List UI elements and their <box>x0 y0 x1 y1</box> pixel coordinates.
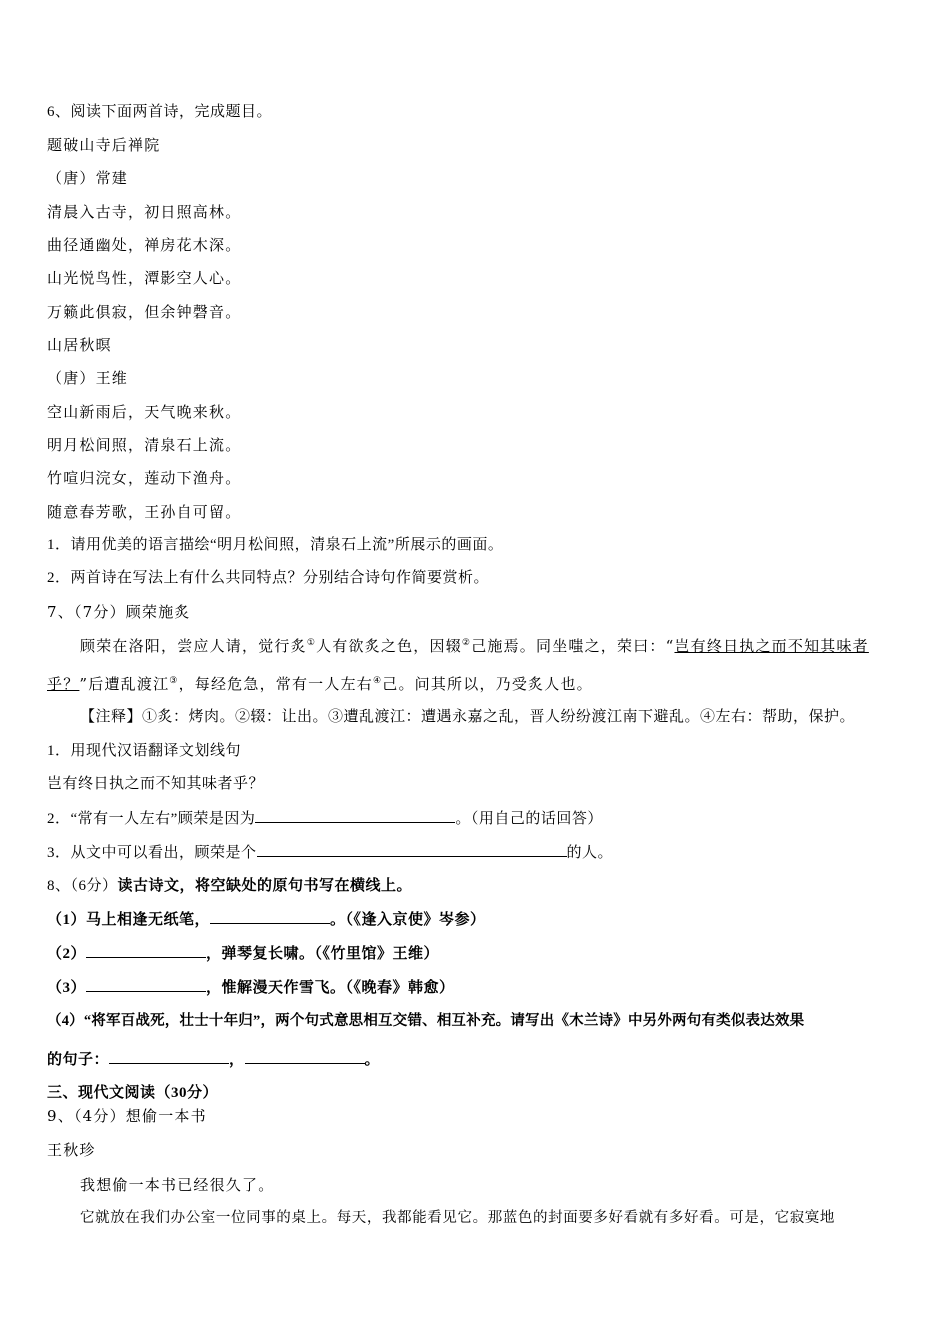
q6-intro: 6、阅读下面两首诗，完成题目。 <box>47 104 273 120</box>
q6-question-1: 1．请用优美的语言描绘“明月松间照，清泉石上流”所展示的画面。 <box>47 537 504 553</box>
q8-item-1: （1）马上相逢无纸笔， 。（《逢入京使》岑参） <box>47 909 486 930</box>
poem1-line: 万籁此俱寂，但余钟磬音。 <box>47 303 242 321</box>
poem2-title: 山居秋暝 <box>47 336 112 354</box>
q8-item-4-answer: 的句子： ， 。 <box>47 1049 380 1070</box>
answer-blank[interactable] <box>86 977 206 992</box>
q7-question-1: 1．用现代汉语翻译文划线句 <box>47 743 242 759</box>
q7-question-3: 3．从文中可以看出，顾荣是个 的人。 <box>47 842 613 863</box>
answer-blank[interactable] <box>210 909 330 924</box>
poem2-author: （唐）王维 <box>47 369 129 387</box>
poem1-line: 清晨入古寺，初日照高林。 <box>47 203 242 221</box>
q9-author: 王秋珍 <box>47 1141 96 1159</box>
poem1-author: （唐）常建 <box>47 169 129 187</box>
answer-blank[interactable] <box>109 1049 229 1064</box>
answer-blank[interactable] <box>245 1049 365 1064</box>
q7-passage-line-2: 乎？”后遭乱渡江③，每经危急，常有一人左右④己。问其所以，乃受炙人也。 <box>47 675 593 693</box>
q7-passage-line-1: 顾荣在洛阳，尝应人请，觉行炙①人有欲炙之色，因辍②己施焉。同坐嗤之，荣曰：“岂有终日执之而不知其味者 <box>80 637 869 655</box>
poem2-line: 竹喧归浣女，莲动下渔舟。 <box>47 469 242 487</box>
q9-paragraph-2: 它就放在我们办公室一位同事的桌上。每天，我都能看见它。那蓝色的封面要多好看就有多好看。可是，它寂寞地 <box>80 1210 835 1226</box>
poem2-line: 随意春芳歌，王孙自可留。 <box>47 503 242 521</box>
q8-item-3: （3） ，惟解漫天作雪飞。（《晚春》韩愈） <box>47 977 455 998</box>
poem2-line: 明月松间照，清泉石上流。 <box>47 436 242 454</box>
q8-heading: 8、（6分）读古诗文，将空缺处的原句书写在横线上。 <box>47 878 413 894</box>
q7-question-1-sentence: 岂有终日执之而不知其味者乎？ <box>47 776 265 792</box>
q7-question-2: 2．“常有一人左右”顾荣是因为 。（用自己的话回答） <box>47 808 603 829</box>
answer-blank[interactable] <box>255 808 455 823</box>
q9-heading: 9、（4分）想偷一本书 <box>47 1107 207 1125</box>
q8-item-2: （2） ，弹琴复长啸。（《竹里馆》王维） <box>47 943 439 964</box>
q9-paragraph-1: 我想偷一本书已经很久了。 <box>80 1176 275 1194</box>
q8-item-4: （4）“将军百战死，壮士十年归”，两个句式意思相互交错、相互补充。请写出《木兰诗》中另外两句有类似表达效果 <box>47 1013 805 1029</box>
q7-heading: 7、（7分）顾荣施炙 <box>47 603 191 621</box>
poem1-line: 曲径通幽处，禅房花木深。 <box>47 236 242 254</box>
poem1-title: 题破山寺后禅院 <box>47 136 161 154</box>
q7-note: 【注释】①炙：烤肉。②辍：让出。③遭乱渡江：遭遇永嘉之乱，晋人纷纷渡江南下避乱。④左右：帮助，保护。 <box>80 709 856 725</box>
q6-question-2: 2．两首诗在写法上有什么共同特点？分别结合诗句作简要赏析。 <box>47 570 490 586</box>
section-3-heading: 三、现代文阅读（30分） <box>47 1085 219 1101</box>
poem1-line: 山光悦鸟性，潭影空人心。 <box>47 269 242 287</box>
poem2-line: 空山新雨后，天气晚来秋。 <box>47 403 242 421</box>
answer-blank[interactable] <box>257 842 567 857</box>
answer-blank[interactable] <box>86 943 206 958</box>
